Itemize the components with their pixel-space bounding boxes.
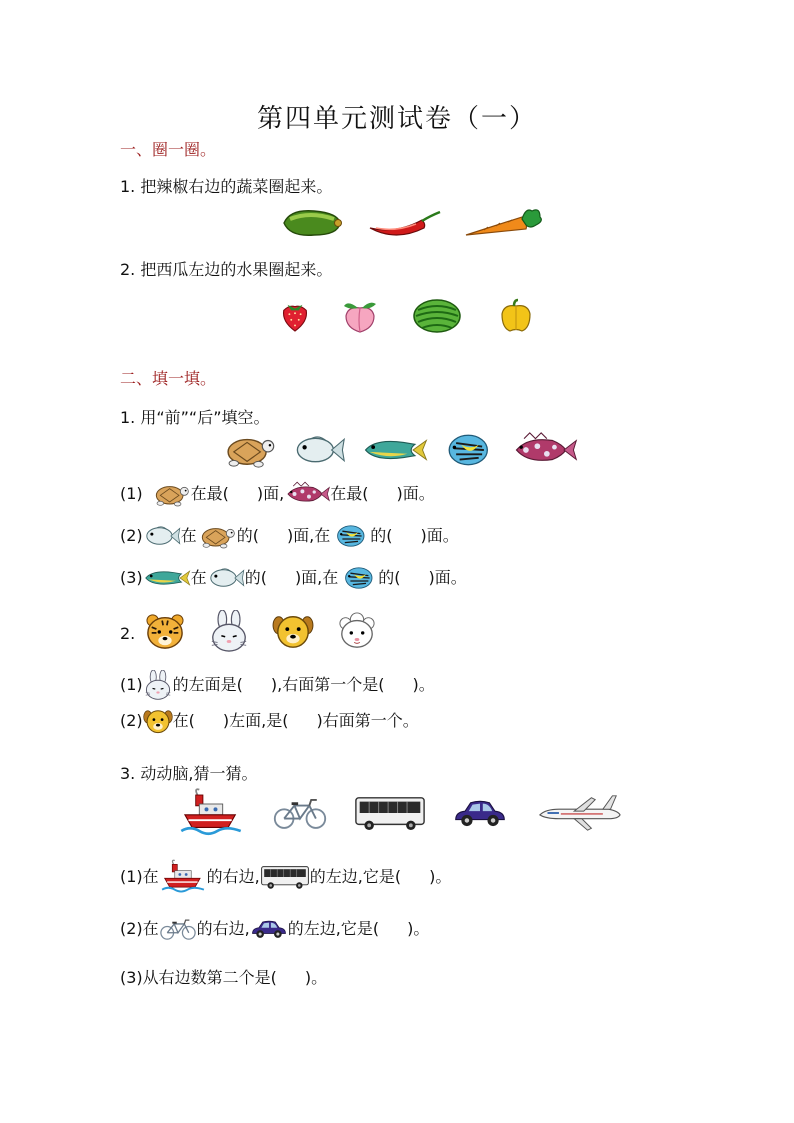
fill-question-3-3: (3)从右边数第二个是( )。 <box>120 968 328 987</box>
turtle-icon <box>220 431 278 469</box>
angelfish-icon <box>334 522 370 550</box>
tiger-icon <box>144 612 186 650</box>
fill-question-1-1: (1) 在最( )面, 在最( )面。 <box>120 480 435 508</box>
ship-icon <box>176 786 246 840</box>
silver-fish-icon <box>292 432 346 468</box>
fill-question-1: 1. 用“前”“后”填空。 <box>120 408 270 427</box>
rabbit-icon <box>208 610 250 652</box>
car-icon <box>250 917 288 941</box>
turtle-icon <box>151 480 191 508</box>
vehicle-row <box>176 786 624 840</box>
fill-question-3-2: (2)在 的右边, 的左边,它是( )。 <box>120 916 429 942</box>
fill-question-1-2: (2) 在 的( )面,在 的( )面。 <box>120 522 459 550</box>
angelfish-icon <box>444 430 496 470</box>
vegetable-row <box>280 205 544 241</box>
silver-fish-icon <box>207 564 245 592</box>
strawberry-icon[interactable] <box>280 299 310 333</box>
silver-fish-icon <box>143 522 181 550</box>
fill-question-1-3: (3) 在 的( )面,在 的( )面。 <box>120 564 467 592</box>
purple-fish-icon <box>510 431 578 469</box>
dog-icon <box>272 612 314 650</box>
angelfish-icon <box>342 564 378 592</box>
car-icon <box>452 797 508 829</box>
sheep-icon <box>336 612 378 650</box>
ship-icon <box>159 858 207 896</box>
dog-icon <box>143 707 173 735</box>
fill-question-3-1: (1)在 的右边, 的左边,它是( )。 <box>120 858 451 896</box>
chili-pepper-icon[interactable] <box>366 208 442 238</box>
page-title: 第四单元测试卷（一） <box>256 104 537 134</box>
fill-question-3: 3. 动动脑,猜一猜。 <box>120 764 258 783</box>
peach-icon[interactable] <box>342 298 378 334</box>
airplane-icon <box>534 792 624 834</box>
rabbit-icon <box>143 670 173 700</box>
fill-question-2: 2. <box>120 624 136 643</box>
bus-icon <box>260 864 310 890</box>
fruit-row <box>280 298 534 334</box>
animal-face-row <box>144 610 378 652</box>
bicycle-icon <box>272 794 328 832</box>
mahi-fish-icon <box>143 564 191 592</box>
section-1-question-2: 2. 把西瓜左边的水果圈起来。 <box>120 260 333 279</box>
carrot-icon[interactable] <box>464 205 544 241</box>
section-1-heading: 一、圈一圈。 <box>120 140 217 159</box>
bus-icon <box>354 794 426 832</box>
fill-question-2-2: (2) 在( )左面,是( )右面第一个。 <box>120 707 419 735</box>
cucumber-icon[interactable] <box>280 205 344 241</box>
watermelon-icon[interactable] <box>412 298 462 334</box>
turtle-icon <box>197 522 237 550</box>
fill-question-2-1: (1) 的左面是( ),右面第一个是( )。 <box>120 670 435 700</box>
section-2-heading: 二、填一填。 <box>120 369 217 388</box>
purple-fish-icon <box>284 480 330 508</box>
bicycle-icon <box>159 916 197 942</box>
mahi-fish-icon <box>360 431 430 469</box>
bell-pepper-icon[interactable] <box>498 298 534 334</box>
sea-animal-row <box>220 430 578 470</box>
section-1-question-1: 1. 把辣椒右边的蔬菜圈起来。 <box>120 177 333 196</box>
